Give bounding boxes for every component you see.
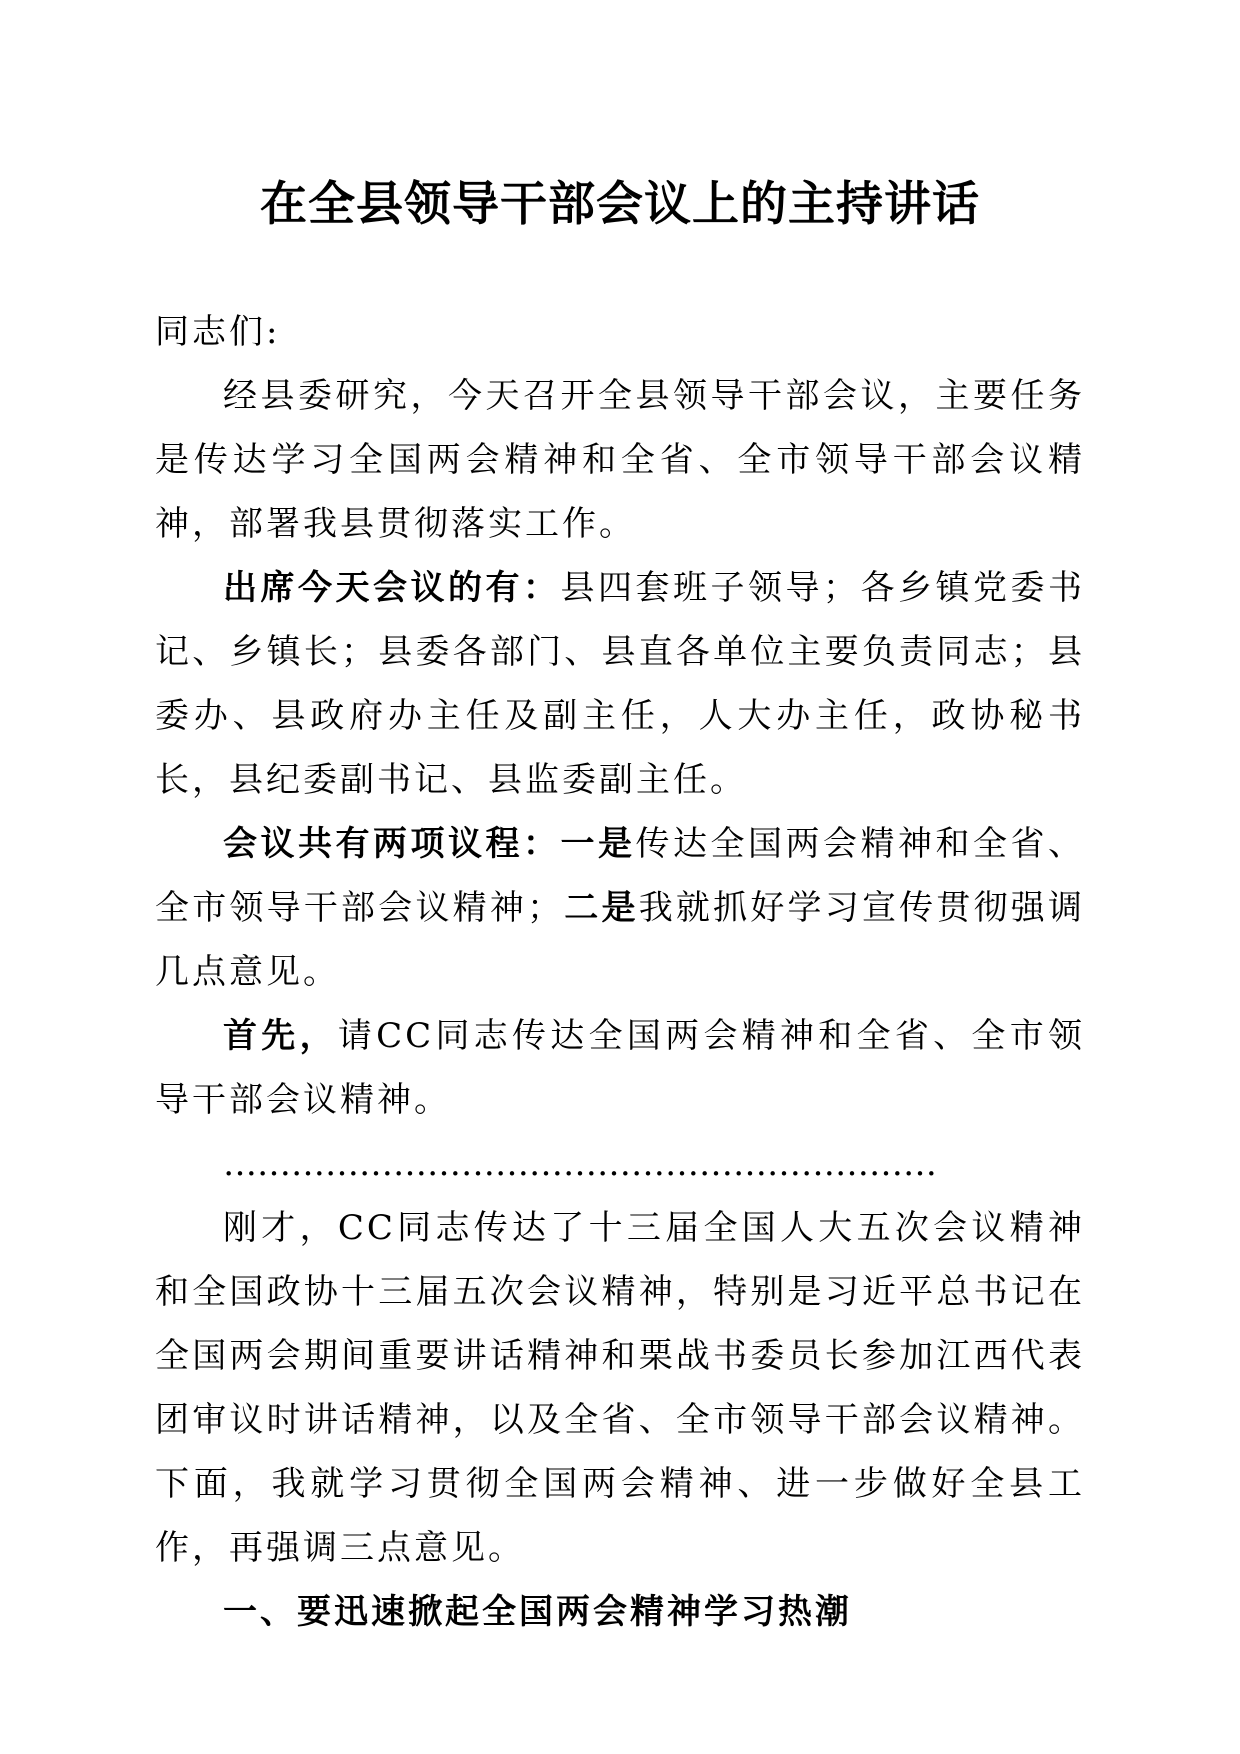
- paragraph-agenda: [155, 812, 1085, 1004]
- first-item-text: 请CC同志传达全国两会精神和全省、全市领导干部会议精神。: [155, 1016, 1086, 1120]
- agenda-first-text: 传达全国两会精神和全省、全市领导干部会议精神；: [155, 824, 1085, 928]
- paragraph-attendees: [155, 556, 1085, 812]
- paragraph-purpose: 经县委研究，今天召开全县领导干部会议，主要任务是传达学习全国两会精神和全省、全市领导干部会议精神，部署我县贯彻落实工作。: [155, 376, 1085, 544]
- attendees-lead: 出席今天会议的有：: [223, 568, 561, 608]
- attendees-text: 县四套班子领导；各乡镇党委书记、乡镇长；县委各部门、县直各单位主要负责同志；县委办、县政府办主任及副主任，人大办主任，政协秘书长，县纪委副书记、县监委副主任。: [155, 568, 1085, 800]
- ellipsis-separator: ………………………………………………………: [223, 1144, 937, 1184]
- first-item-lead: 首先，: [223, 1016, 338, 1056]
- agenda-second-label: 二是: [564, 888, 639, 928]
- agenda-lead: 会议共有两项议程：: [223, 824, 561, 864]
- document-title: 在全县领导干部会议上的主持讲话: [260, 177, 980, 232]
- salutation: 同志们:: [155, 312, 281, 352]
- agenda-first-label: 一是: [560, 824, 636, 864]
- paragraph-summary: 刚才，CC同志传达了十三届全国人大五次会议精神和全国政协十三届五次会议精神，特别是习近平总书记在全国两会期间重要讲话精神和栗战书委员长参加江西代表团审议时讲话精神，以及全省、全市领导干部会议精神。下面，我就学习贯彻全国两会精神、进一步做好全县工作，再强调三点意见。: [155, 1208, 1085, 1568]
- paragraph-first-item: [155, 1004, 1085, 1132]
- document-body: [155, 300, 1085, 1644]
- section-heading-1: 一、要迅速掀起全国两会精神学习热潮: [223, 1592, 852, 1632]
- agenda-second-text: 我就抓好学习宣传贯彻强调几点意见。: [155, 888, 1086, 992]
